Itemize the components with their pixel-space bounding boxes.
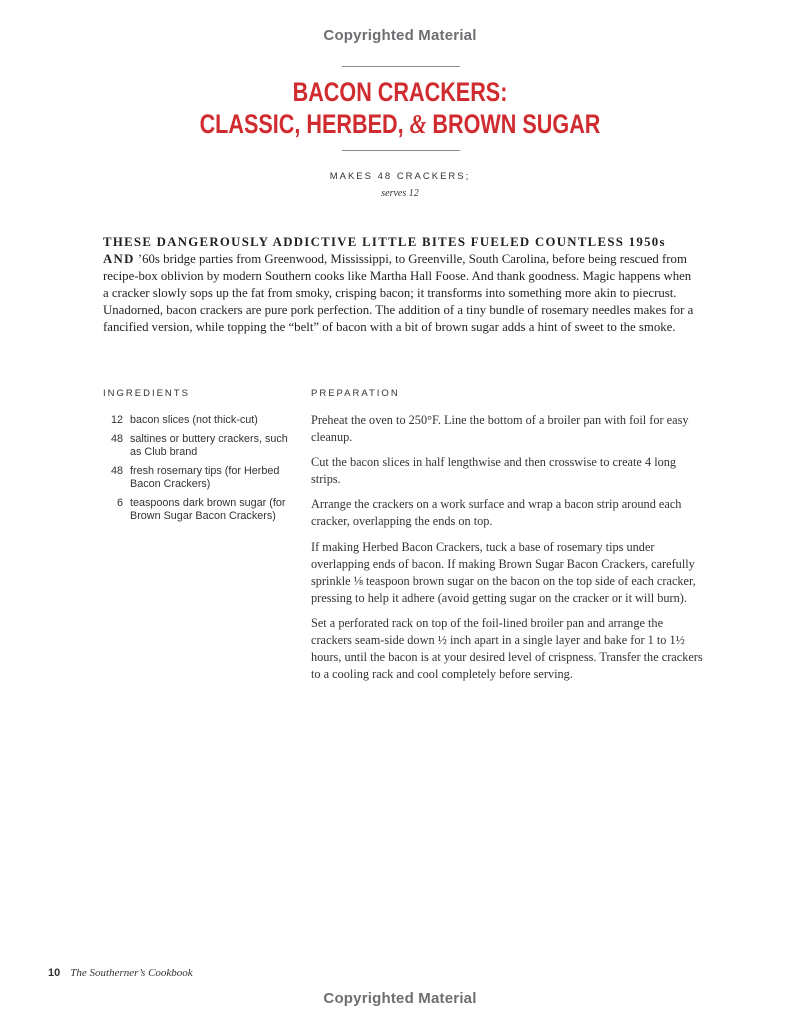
recipe-title-ampersand: & [409,109,427,139]
recipe-yield: MAKES 48 CRACKERS; [329,171,471,182]
watermark-top: Copyrighted Material [323,27,477,44]
ingredient-name: saltines or buttery crackers, such as Club brand [130,432,288,458]
ingredient-item [103,465,293,492]
recipe-intro-lead: THESE DANGEROUSLY ADDICTIVE LITTLE BITES FUELED COUNTLESS 1950s AND [103,235,666,267]
ingredient-name: bacon slices (not thick-cut) [130,414,258,426]
ingredient-item [103,433,293,460]
ingredients-heading: INGREDIENTS [103,388,190,399]
ingredient-quantity: 6 [116,496,123,509]
title-rule-bottom [342,150,460,151]
watermark-bottom: Copyrighted Material [323,990,477,1007]
ingredient-name: fresh rosemary tips (for Herbed Bacon Crackers) [130,464,280,490]
ingredient-quantity: 48 [110,464,123,477]
preparation-step: If making Herbed Bacon Crackers, tuck a base of rosemary tips under overlapping ends of bacon. If making Brown Sugar Bacon Crackers, carefully sprinkle ⅛ teaspoon brown sugar on the bacon on the top side of each cracker, pressing to help it adhere (avoid getting sugar on the cracker or it will burn). [311,539,696,605]
recipe-title-line2-prefix: CLASSIC, HERBED, [199,109,410,139]
title-rule-top [342,66,460,67]
recipe-title-line2-suffix: BROWN SUGAR [426,109,601,139]
recipe-title-line1: BACON CRACKERS: [292,77,508,107]
ingredient-item [103,414,293,428]
book-title: The Southerner’s Cookbook [70,967,193,979]
preparation-steps [311,412,703,691]
recipe-intro-body: ’60s bridge parties from Greenwood, Mississippi, to Greenville, South Carolina, before being rescued from recipe-box oblivion by modern Southern cooks like Martha Hall Foose. And thank goodness. Magic happens when a cracker slowly sops up the fat from smoky, crisping bacon; it transforms into something more akin to piecrust. Unadorned, bacon crackers are pure pork perfection. The addition of a tiny bundle of rosemary needles makes for a fancified version, while topping the “belt” of bacon with a bit of brown sugar adds a hint of sweet to the smoke. [103,252,694,335]
ingredient-item [103,497,293,524]
recipe-title [80,76,720,140]
ingredient-quantity: 12 [110,414,123,426]
recipe-intro [103,234,699,337]
preparation-heading: PREPARATION [311,388,400,399]
page-number: 10 [48,967,61,979]
page-footer [48,967,193,979]
preparation-step: Cut the bacon slices in half lengthwise and then crosswise to create 4 long strips. [311,455,677,487]
ingredients-list [103,414,293,529]
recipe-serves: serves 12 [381,188,419,199]
preparation-step: Preheat the oven to 250°F. Line the bottom of a broiler pan with foil for easy cleanup. [311,413,689,445]
ingredient-name: teaspoons dark brown sugar (for Brown Sugar Bacon Crackers) [130,496,286,522]
ingredient-quantity: 48 [110,432,123,445]
preparation-step: Arrange the crackers on a work surface and wrap a bacon strip around each cracker, overlapping the ends on top. [311,497,682,529]
preparation-step: Set a perforated rack on top of the foil-lined broiler pan and arrange the crackers seam-side down ½ inch apart in a single layer and bake for 1 to 1½ hours, until the bacon is at your desired level of crispness. Transfer the crackers to a cooling rack and cool completely before serving. [311,615,703,682]
